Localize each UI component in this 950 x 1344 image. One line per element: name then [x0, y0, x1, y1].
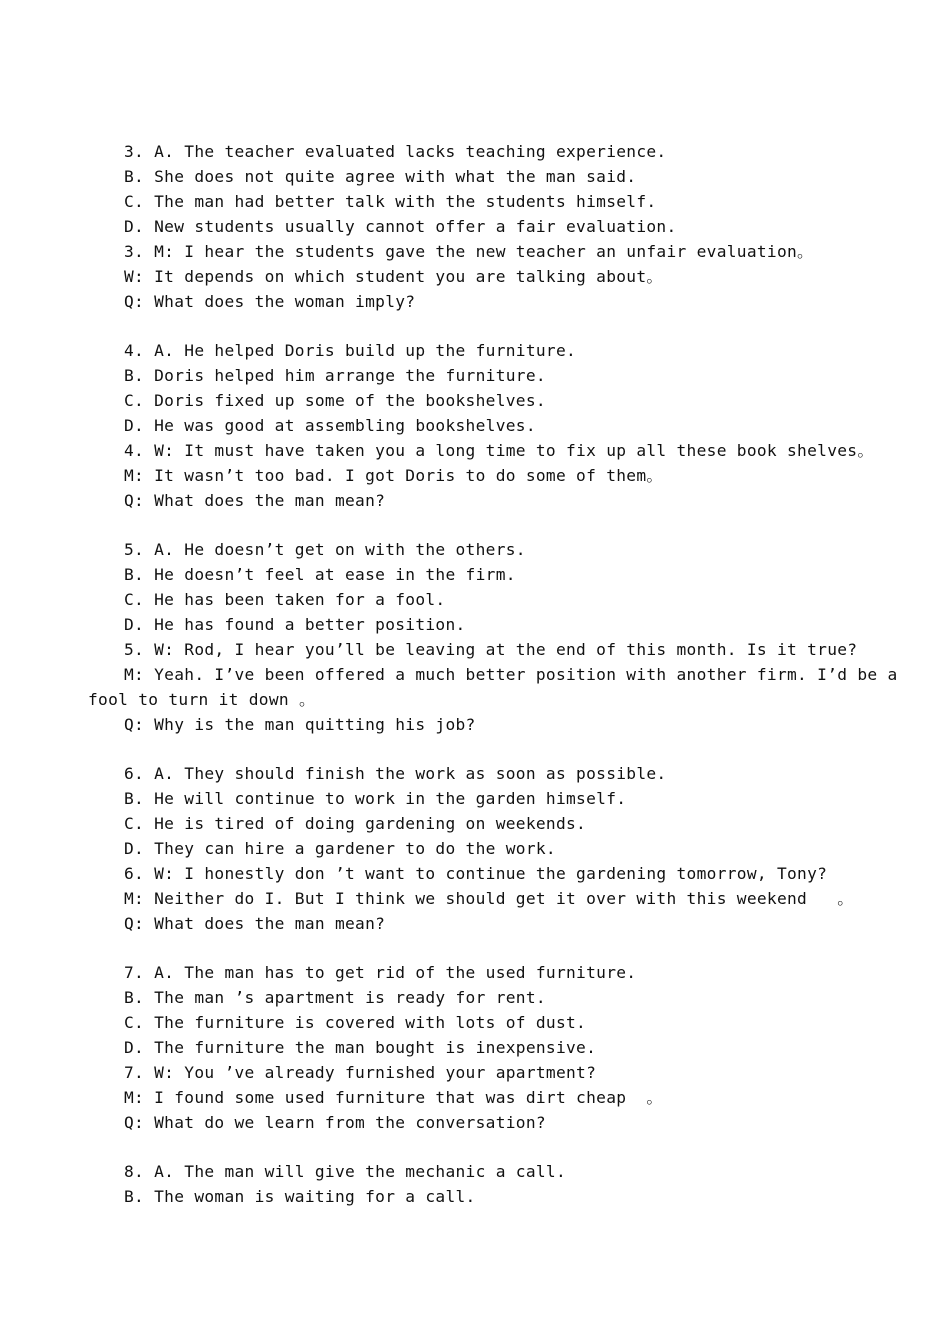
question-line: Q: What does the man mean?	[124, 914, 386, 933]
question-8	[88, 1159, 890, 1209]
script-line: M: Neither do I. But I think we should get it over with this weekend 。	[124, 889, 854, 908]
script-line: M: I found some used furniture that was dirt cheap 。	[124, 1088, 663, 1107]
option-b: B. He will continue to work in the garden himself.	[124, 789, 627, 808]
question-5	[88, 537, 898, 737]
option-d: D. New students usually cannot offer a fair evaluation.	[124, 217, 677, 236]
question-4	[88, 338, 890, 513]
option-a: 5. A. He doesn’t get on with the others.	[124, 540, 526, 559]
option-d: D. He was good at assembling bookshelves.	[124, 416, 536, 435]
option-a: 7. A. The man has to get rid of the used furniture.	[124, 963, 637, 982]
script-line: W: It depends on which student you are talking about。	[124, 267, 663, 286]
script-line: M: Yeah. I’ve been offered a much better position with another firm. I’d be a	[124, 665, 898, 684]
script-line-continued: fool to turn it down 。	[88, 690, 316, 709]
option-a: 3. A. The teacher evaluated lacks teaching experience.	[124, 142, 667, 161]
option-c: C. He is tired of doing gardening on weekends.	[124, 814, 587, 833]
script-line: 7. W: You ’ve already furnished your apartment?	[124, 1063, 597, 1082]
option-b: B. She does not quite agree with what the man said.	[124, 167, 637, 186]
script-line: 3. M: I hear the students gave the new teacher an unfair evaluation。	[124, 242, 814, 261]
script-line: M: It wasn’t too bad. I got Doris to do some of them。	[124, 466, 663, 485]
option-b: B. Doris helped him arrange the furniture.	[124, 366, 546, 385]
question-3	[88, 139, 890, 314]
option-a: 4. A. He helped Doris build up the furniture.	[124, 341, 577, 360]
script-line: 6. W: I honestly don ’t want to continue the gardening tomorrow, Tony?	[124, 864, 828, 883]
question-6	[88, 761, 890, 936]
option-d: D. They can hire a gardener to do the work.	[124, 839, 556, 858]
option-c: C. The furniture is covered with lots of dust.	[124, 1013, 587, 1032]
option-d: D. He has found a better position.	[124, 615, 466, 634]
question-7	[88, 960, 890, 1135]
option-b: B. He doesn’t feel at ease in the firm.	[124, 565, 516, 584]
option-b: B. The man ’s apartment is ready for rent.	[124, 988, 546, 1007]
question-line: Q: Why is the man quitting his job?	[124, 715, 476, 734]
option-c: C. Doris fixed up some of the bookshelves.	[124, 391, 546, 410]
option-a: 8. A. The man will give the mechanic a call.	[124, 1162, 567, 1181]
option-b: B. The woman is waiting for a call.	[124, 1187, 476, 1206]
option-a: 6. A. They should finish the work as soon as possible.	[124, 764, 667, 783]
question-line: Q: What does the woman imply?	[124, 292, 416, 311]
option-d: D. The furniture the man bought is inexpensive.	[124, 1038, 597, 1057]
question-line: Q: What do we learn from the conversation?	[124, 1113, 546, 1132]
option-c: C. He has been taken for a fool.	[124, 590, 446, 609]
script-line: 4. W: It must have taken you a long time to fix up all these book shelves。	[124, 441, 874, 460]
script-line: 5. W: Rod, I hear you’ll be leaving at the end of this month. Is it true?	[124, 640, 858, 659]
question-line: Q: What does the man mean?	[124, 491, 386, 510]
option-c: C. The man had better talk with the students himself.	[124, 192, 657, 211]
